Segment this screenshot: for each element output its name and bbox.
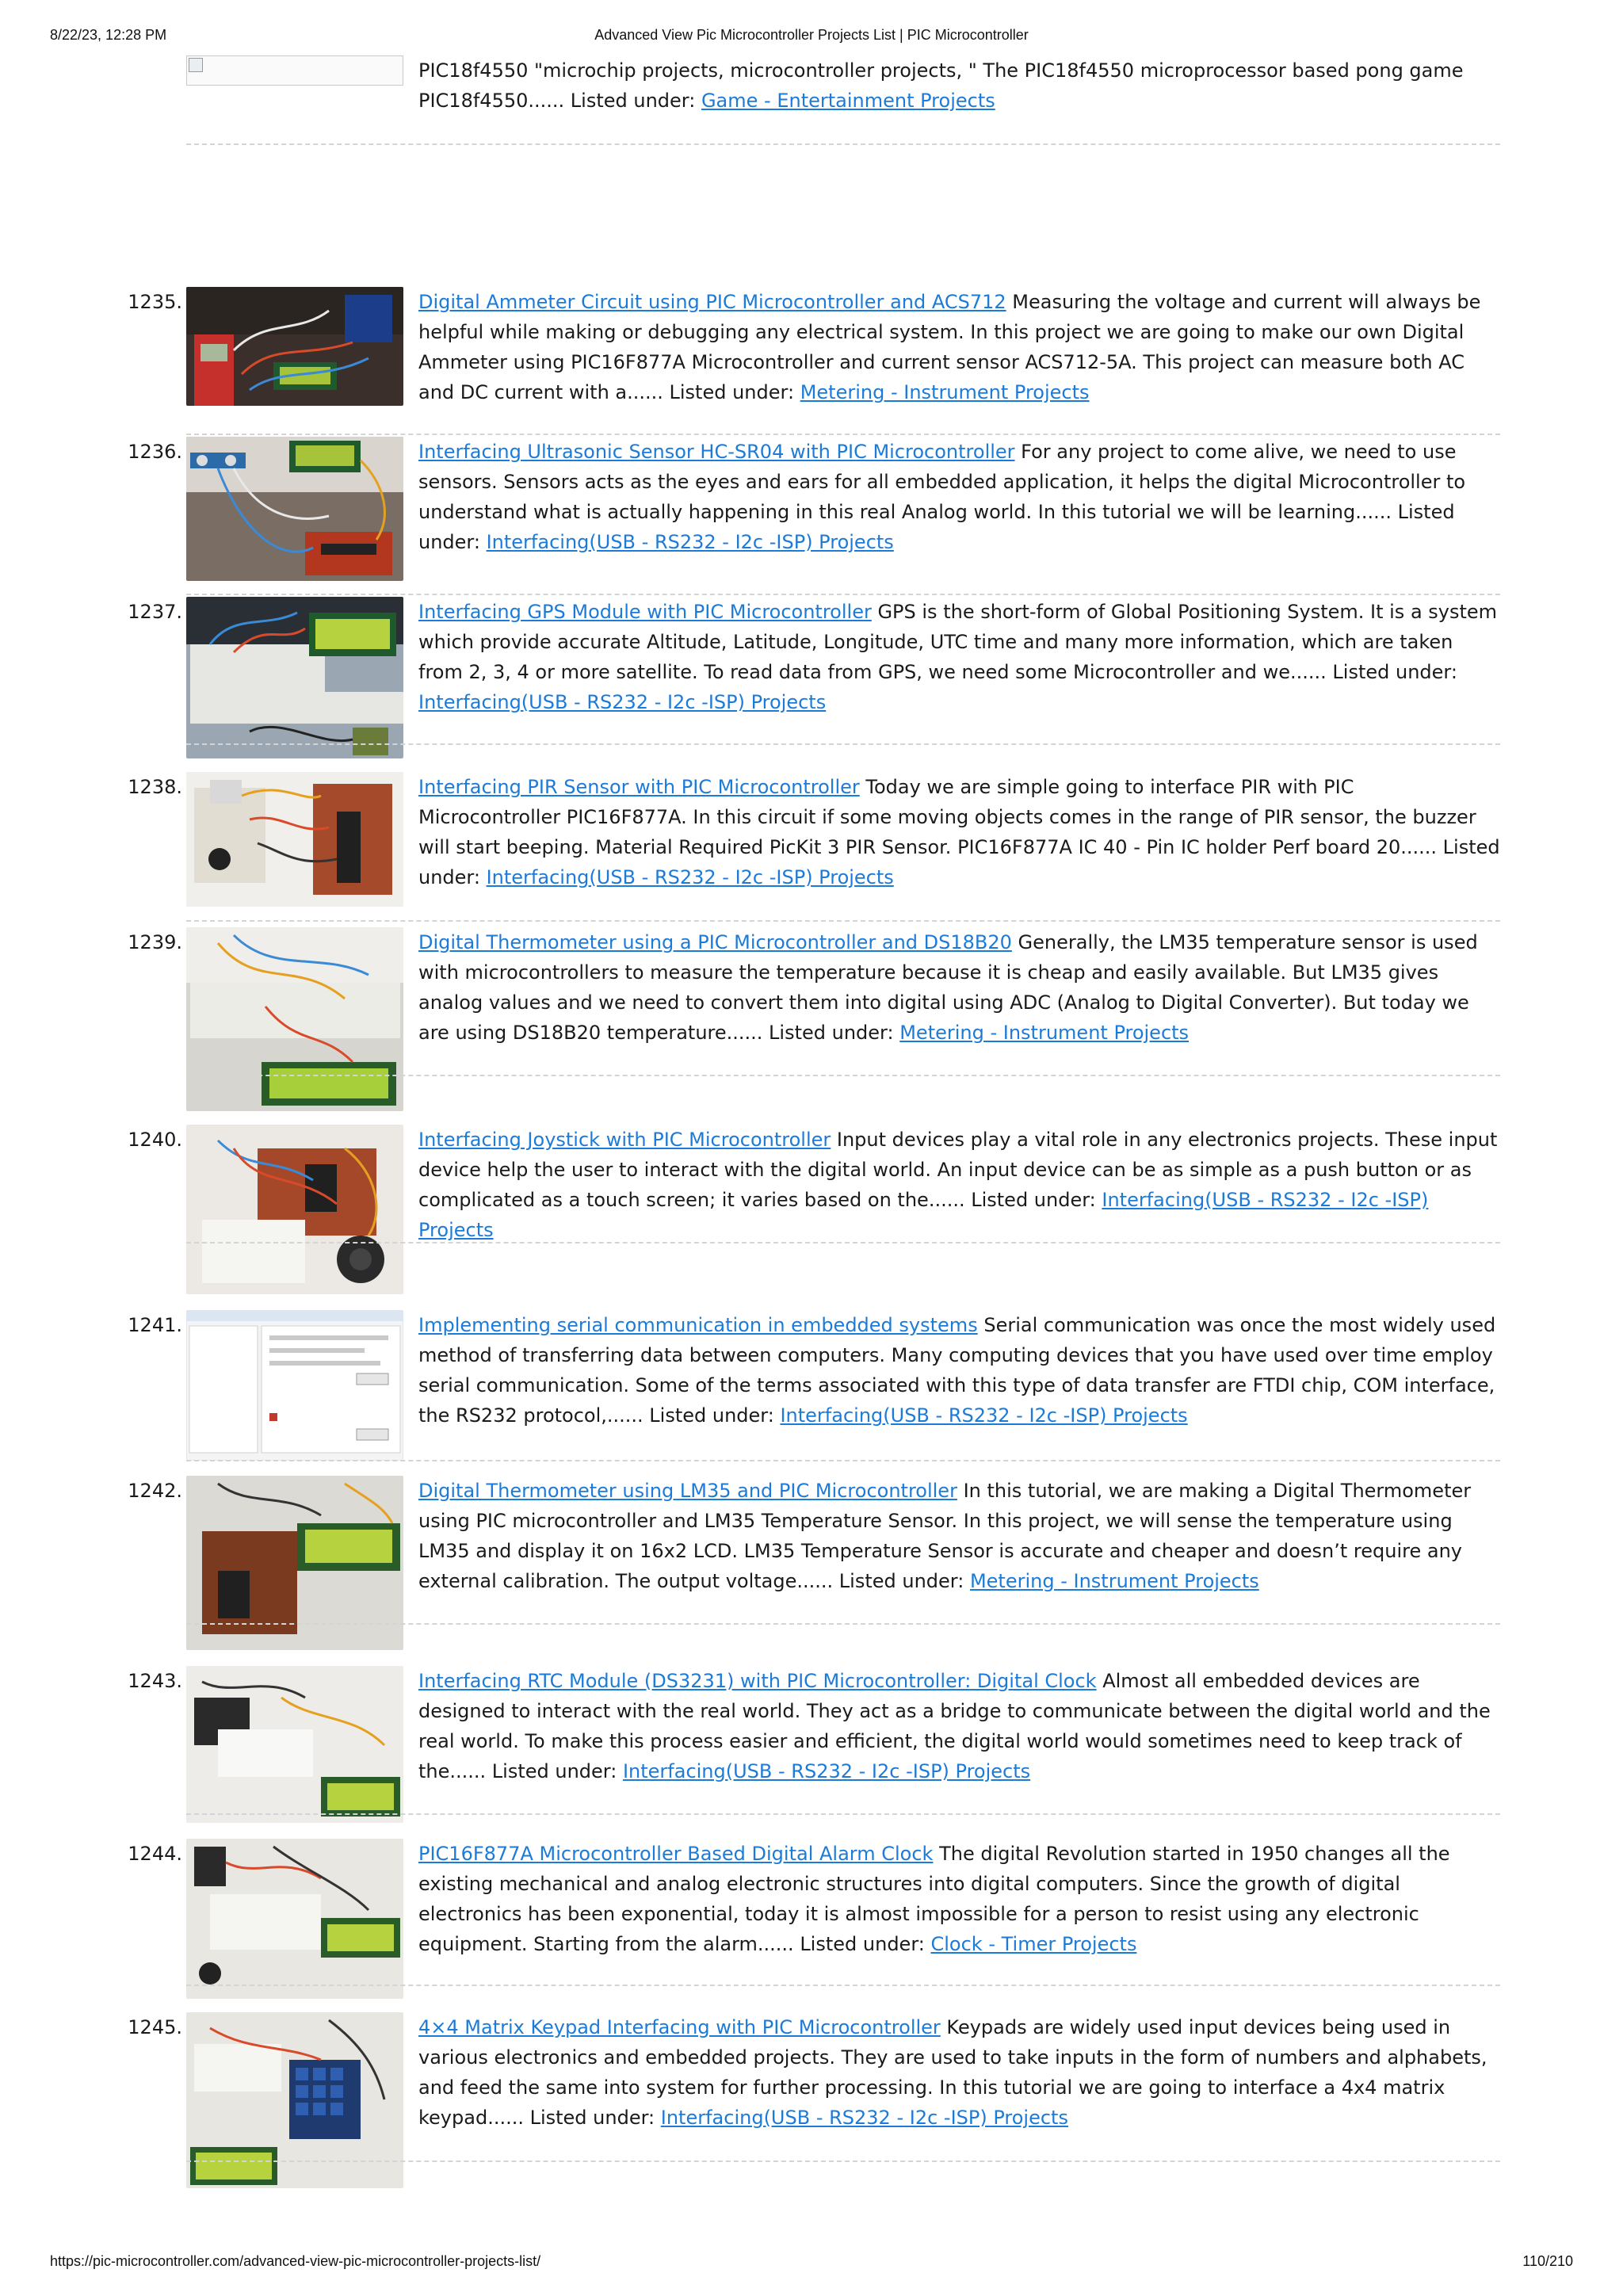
- separator: [186, 1985, 1500, 1986]
- item-number: 1244.: [128, 1843, 182, 1865]
- project-thumbnail[interactable]: [186, 437, 403, 581]
- print-page-title: Advanced View Pic Microcontroller Projects List | PIC Microcontroller: [594, 27, 1029, 43]
- project-title-link[interactable]: Implementing serial communication in embedded systems: [418, 1314, 978, 1336]
- separator: [186, 434, 1500, 435]
- broken-image-thumbnail: [186, 55, 403, 86]
- project-description: Digital Ammeter Circuit using PIC Microcontroller and ACS712 Measuring the voltage and current will always be helpful while making or debugging any electrical system. In this project we are going to make our own Digital Ammeter using PIC16F877A Microcontroller and current sensor ACS712-5A. This project can measure both AC and DC current with a...... Listed under: Metering - Instrument Projects: [418, 291, 1481, 403]
- project-description: Interfacing GPS Module with PIC Microcontroller GPS is the short-form of Global Positioning System. It is a system which provide accurate Altitude, Latitude, Longitude, UTC time and many more information, which are taken from 2, 3, 4 or more satellite. To read data from GPS, we need some Microcontroller and we...... Listed under: Interfacing(USB - RS232 - I2c -ISP) Projects: [418, 601, 1498, 713]
- category-link[interactable]: Metering - Instrument Projects: [969, 1570, 1259, 1592]
- category-link[interactable]: Interfacing(USB - RS232 - I2c -ISP) Projects: [780, 1404, 1188, 1427]
- project-description: Digital Thermometer using a PIC Microcontroller and DS18B20 Generally, the LM35 temperature sensor is used with microcontrollers to measure the temperature because it is cheap and easily available. But LM35 gives analog values and we need to convert them into digital using ADC (Analog to Digital Converter). But today we are using DS18B20 temperature...... Listed under: Metering - Instrument Projects: [418, 931, 1478, 1044]
- item-number: 1238.: [128, 776, 182, 798]
- project-thumbnail[interactable]: [186, 1310, 403, 1461]
- separator: [186, 1460, 1500, 1461]
- separator: [186, 1623, 1500, 1625]
- category-link[interactable]: Interfacing(USB - RS232 - I2c -ISP) Projects: [486, 531, 894, 553]
- project-description: Interfacing PIR Sensor with PIC Microcontroller Today we are simple going to interface PIR with PIC Microcontroller PIC16F877A. In this circuit if some moving objects comes in the range of PIR sensor, the buzzer will start beeping. Material Required PicKit 3 PIR Sensor. PIC16F877A IC 40 - Pin IC holder Perf board 20...... Listed under: Interfacing(USB - RS232 - I2c -ISP) Projects: [418, 776, 1500, 888]
- print-page-number: 110/210: [1522, 2253, 1573, 2269]
- category-link[interactable]: Interfacing(USB - RS232 - I2c -ISP) Projects: [418, 691, 827, 713]
- project-thumbnail[interactable]: [186, 597, 403, 758]
- item-number: 1235.: [128, 291, 182, 313]
- project-title-link[interactable]: PIC16F877A Microcontroller Based Digital Alarm Clock: [418, 1843, 934, 1865]
- project-thumbnail[interactable]: [186, 927, 403, 1111]
- broken-image-icon: [189, 58, 203, 72]
- item-number: 1236.: [128, 441, 182, 463]
- category-link[interactable]: Clock - Timer Projects: [930, 1933, 1137, 1955]
- project-description: Interfacing Joystick with PIC Microcontroller Input devices play a vital role in any electronics projects. These input device help the user to interact with the digital world. An input device can be as simple as a push button or as complicated as a touch screen; it varies based on the...... Listed under: Interfacing(USB - RS232 - I2c -ISP) Projects: [418, 1129, 1498, 1241]
- category-link[interactable]: Interfacing(USB - RS232 - I2c -ISP) Projects: [660, 2107, 1068, 2129]
- project-thumbnail[interactable]: [186, 1839, 403, 1999]
- category-link[interactable]: Game - Entertainment Projects: [701, 90, 995, 112]
- project-title-link[interactable]: Digital Thermometer using a PIC Microcontroller and DS18B20: [418, 931, 1012, 953]
- project-description: Digital Thermometer using LM35 and PIC Microcontroller In this tutorial, we are making a Digital Thermometer using PIC microcontroller and LM35 Temperature Sensor. In this project, we will sense the temperature using LM35 and display it on 16x2 LCD. LM35 Temperature Sensor is accurate and cheaper and doesn’t require any external calibration. The output voltage...... Listed under: Metering - Instrument Projects: [418, 1480, 1472, 1592]
- print-header: [0, 27, 1623, 51]
- project-thumbnail[interactable]: [186, 772, 403, 907]
- category-link[interactable]: Metering - Instrument Projects: [899, 1022, 1190, 1044]
- project-description: Interfacing RTC Module (DS3231) with PIC Microcontroller: Digital Clock Almost all embedded devices are designed to interact with the real world. They act as a bridge to communicate between the digital world and the real world. To make this process easier and efficient, the digital world would sometimes need to keep track of the...... Listed under: Interfacing(USB - RS232 - I2c -ISP) Projects: [418, 1670, 1491, 1782]
- item-number: 1237.: [128, 601, 182, 623]
- project-title-link[interactable]: Interfacing PIR Sensor with PIC Microcontroller: [418, 776, 860, 798]
- item-number: 1243.: [128, 1670, 182, 1692]
- print-datetime: 8/22/23, 12:28 PM: [50, 27, 167, 43]
- print-footer: [0, 2253, 1623, 2277]
- separator: [186, 1075, 1500, 1076]
- print-url: https://pic-microcontroller.com/advanced-view-pic-microcontroller-projects-list/: [50, 2253, 541, 2269]
- project-title-link[interactable]: Digital Thermometer using LM35 and PIC Microcontroller: [418, 1480, 957, 1502]
- separator: [186, 1813, 1500, 1815]
- category-link[interactable]: Interfacing(USB - RS232 - I2c -ISP) Projects: [418, 1189, 1429, 1241]
- project-title-link[interactable]: Interfacing RTC Module (DS3231) with PIC Microcontroller: Digital Clock: [418, 1670, 1097, 1692]
- project-title-link[interactable]: Digital Ammeter Circuit using PIC Microcontroller and ACS712: [418, 291, 1006, 313]
- project-title-link[interactable]: Interfacing Joystick with PIC Microcontroller: [418, 1129, 831, 1151]
- project-thumbnail[interactable]: [186, 1666, 403, 1823]
- separator: [186, 143, 1500, 145]
- item-number: 1239.: [128, 931, 182, 953]
- project-title-link[interactable]: 4×4 Matrix Keypad Interfacing with PIC Microcontroller: [418, 2016, 941, 2038]
- separator: [186, 743, 1500, 745]
- project-title-link[interactable]: Interfacing Ultrasonic Sensor HC-SR04 with PIC Microcontroller: [418, 441, 1015, 463]
- item-number: 1241.: [128, 1314, 182, 1336]
- top-entry-description: PIC18f4550 "microchip projects, microcontroller projects, " The PIC18f4550 microprocessor based pong game PIC18f4550...... Listed under: Game - Entertainment Projects: [418, 59, 1464, 112]
- category-link[interactable]: Metering - Instrument Projects: [800, 381, 1090, 403]
- project-description: 4×4 Matrix Keypad Interfacing with PIC Microcontroller Keypads are widely used input devices being used in various electronics and embedded projects. They are used to take inputs in the form of numbers and alphabets, and feed the same into system for further processing. In this tutorial we are going to interface a 4x4 matrix keypad...... Listed under: Interfacing(USB - RS232 - I2c -ISP) Projects: [418, 2016, 1487, 2129]
- item-number: 1245.: [128, 2016, 182, 2038]
- project-title-link[interactable]: Interfacing GPS Module with PIC Microcontroller: [418, 601, 872, 623]
- project-description: Interfacing Ultrasonic Sensor HC-SR04 with PIC Microcontroller For any project to come alive, we need to use sensors. Sensors acts as the eyes and ears for all embedded application, it helps the digital Microcontroller to understand what is actually happening in this real Analog world. In this tutorial we will be learning...... Listed under: Interfacing(USB - RS232 - I2c -ISP) Projects: [418, 441, 1466, 553]
- item-number: 1240.: [128, 1129, 182, 1151]
- separator: [186, 920, 1500, 922]
- separator: [186, 1242, 1500, 1244]
- project-thumbnail[interactable]: [186, 287, 403, 406]
- project-description: Implementing serial communication in embedded systems Serial communication was once the most widely used method of transferring data between computers. Many computing devices that you have used over time employ serial communication. Some of the terms associated with this type of data transfer are FTDI chip, COM interface, the RS232 protocol,...... Listed under: Interfacing(USB - RS232 - I2c -ISP) Projects: [418, 1314, 1496, 1427]
- category-link[interactable]: Interfacing(USB - RS232 - I2c -ISP) Projects: [486, 866, 894, 888]
- project-description: PIC16F877A Microcontroller Based Digital Alarm Clock The digital Revolution started in 1950 changes all the existing mechanical and analog electronic structures into digital computers. Since the growth of digital electronics has been exponential, today it is almost impossible for a person to resist using any electronic equipment. Starting from the alarm...... Listed under: Clock - Timer Projects: [418, 1843, 1450, 1955]
- category-link[interactable]: Interfacing(USB - RS232 - I2c -ISP) Projects: [622, 1760, 1031, 1782]
- separator: [186, 594, 1500, 595]
- project-thumbnail[interactable]: [186, 1125, 403, 1294]
- separator: [186, 2160, 1500, 2162]
- item-number: 1242.: [128, 1480, 182, 1502]
